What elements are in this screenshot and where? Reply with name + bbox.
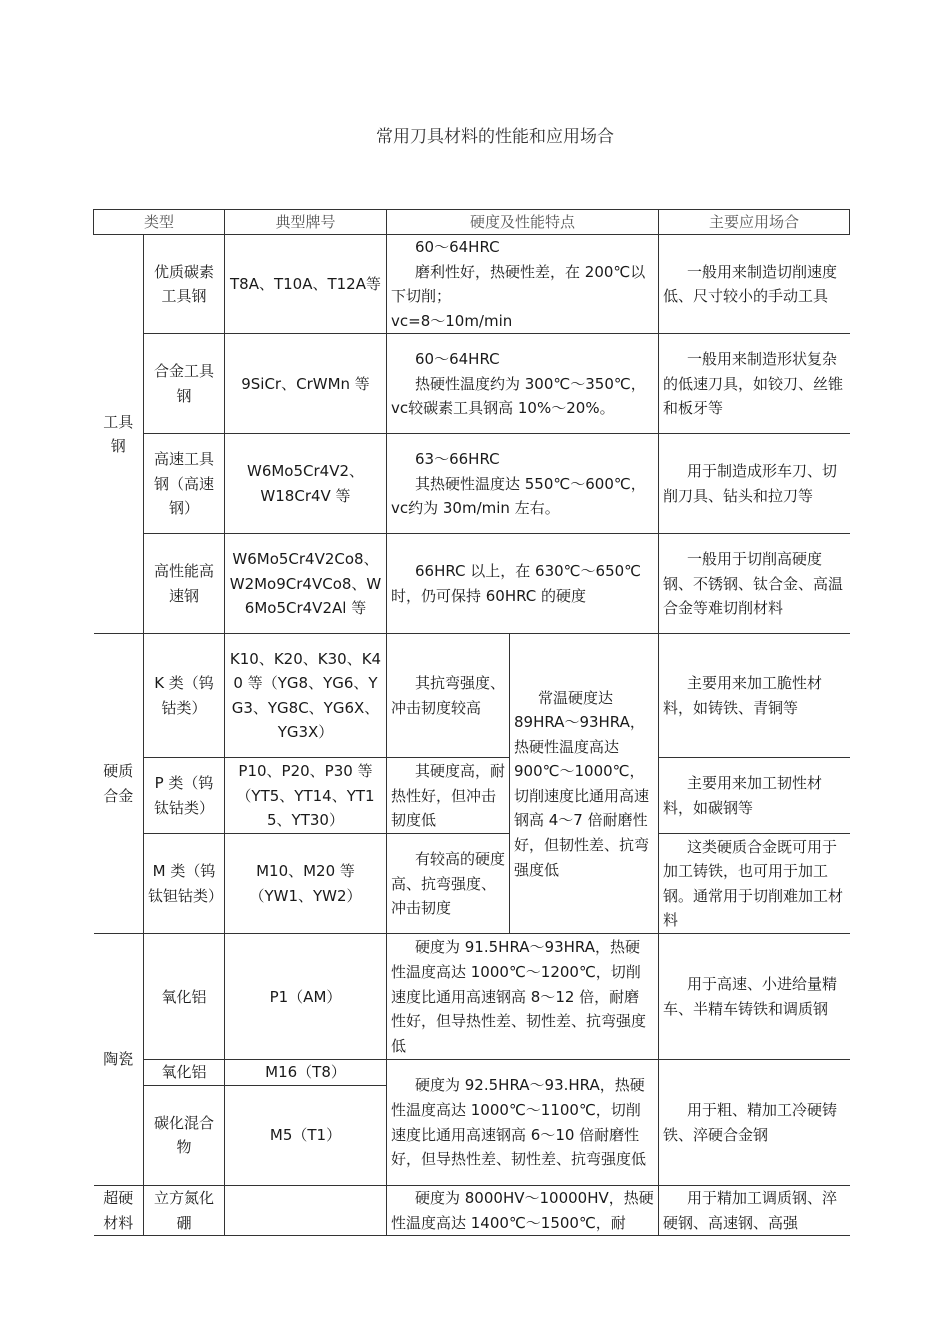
grade-cell: P1（AM） — [225, 934, 387, 1060]
table-row — [94, 235, 850, 334]
subtype-cell: P 类（钨钛钴类） — [144, 758, 225, 834]
subtype-cell: M 类（钨钛钽钴类） — [144, 834, 225, 934]
subtype-cell: 高速工具钢（高速钢） — [144, 434, 225, 534]
performance-cell: 其抗弯强度、冲击韧度较高 — [387, 634, 510, 758]
grade-cell: M10、M20 等（YW1、YW2） — [225, 834, 387, 934]
subtype-cell: 氧化铝 — [144, 1060, 225, 1086]
grade-cell: P10、P20、P30 等（YT5、YT14、YT15、YT30） — [225, 758, 387, 834]
group-label: 超硬材料 — [94, 1185, 144, 1235]
table-row — [94, 434, 850, 534]
subtype-cell: 优质碳素工具钢 — [144, 235, 225, 334]
table-row — [94, 634, 850, 758]
application-cell: 用于高速、小进给量精车、半精车铸铁和调质钢 — [659, 934, 850, 1060]
subtype-cell: 合金工具钢 — [144, 334, 225, 434]
application-cell: 这类硬质合金既可用于加工铸铁，也可用于加工钢。通常用于切削难加工材料 — [659, 834, 850, 934]
performance-cell: 63～66HRC 其热硬性温度达 550℃～600℃， vc约为 30m/min 左右。 — [387, 434, 659, 534]
grade-cell: W6Mo5Cr4V2Co8、W2Mo9Cr4VCo8、W6Mo5Cr4V2Al 等 — [225, 534, 387, 634]
grade-cell — [225, 1185, 387, 1235]
materials-table — [93, 209, 850, 1236]
performance-cell: 60～64HRC 热硬性温度约为 300℃～350℃， vc较碳素工具钢高 10%～20%。 — [387, 334, 659, 434]
group-label: 工具钢 — [94, 235, 144, 634]
subtype-cell: 氧化铝 — [144, 934, 225, 1060]
table-row — [94, 758, 850, 834]
application-cell: 用于制造成形车刀、切削刀具、钻头和拉刀等 — [659, 434, 850, 534]
application-cell: 一般用于切削高硬度钢、不锈钢、钛合金、高温合金等难切削材料 — [659, 534, 850, 634]
group-label: 陶瓷 — [94, 934, 144, 1186]
performance-cell: 有较高的硬度高、抗弯强度、冲击韧度 — [387, 834, 510, 934]
grade-cell: M5（T1） — [225, 1085, 387, 1185]
grade-cell: M16（T8） — [225, 1060, 387, 1086]
application-cell: 用于精加工调质钢、淬硬钢、高速钢、高强 — [659, 1185, 850, 1235]
header-performance: 硬度及性能特点 — [387, 210, 659, 235]
performance-cell: 硬度为 8000HV～10000HV，热硬性温度高达 1400℃～1500℃，耐 — [387, 1185, 659, 1235]
page-title: 常用刀具材料的性能和应用场合 — [376, 127, 614, 147]
performance-cell: 硬度为 91.5HRA～93HRA，热硬性温度高达 1000℃～1200℃，切削速度比通用高速钢高 8～12 倍，耐磨性好，但导热性差、韧性差、抗弯强度低 — [387, 934, 659, 1060]
header-type: 类型 — [94, 210, 225, 235]
application-cell: 用于粗、精加工冷硬铸铁、淬硬合金钢 — [659, 1060, 850, 1186]
performance-cell: 60～64HRC 磨利性好，热硬性差，在 200℃以下切削； vc=8～10m/min — [387, 235, 659, 334]
application-cell: 主要用来加工脆性材料，如铸铁、青铜等 — [659, 634, 850, 758]
common-performance-cell: 常温硬度达 89HRA～93HRA，热硬性温度高达 900℃～1000℃，切削速度比通用高速钢高 4～7 倍耐磨性好，但韧性差、抗弯强度低 — [510, 634, 659, 934]
grade-cell: T8A、T10A、T12A等 — [225, 235, 387, 334]
header-grade: 典型牌号 — [225, 210, 387, 235]
application-cell: 主要用来加工韧性材料，如碳钢等 — [659, 758, 850, 834]
grade-cell: W6Mo5Cr4V2、W18Cr4V 等 — [225, 434, 387, 534]
subtype-cell: 碳化混合物 — [144, 1085, 225, 1185]
subtype-cell: K 类（钨钴类） — [144, 634, 225, 758]
application-cell: 一般用来制造切削速度低、尺寸较小的手动工具 — [659, 235, 850, 334]
header-row — [94, 210, 850, 235]
subtype-cell: 立方氮化硼 — [144, 1185, 225, 1235]
performance-cell: 硬度为 92.5HRA～93.HRA，热硬性温度高达 1000℃～1100℃，切削速度比通用高速钢高 6～10 倍耐磨性好，但导热性差、韧性差、抗弯强度低 — [387, 1060, 659, 1186]
header-application: 主要应用场合 — [659, 210, 850, 235]
grade-cell: 9SiCr、CrWMn 等 — [225, 334, 387, 434]
performance-cell: 其硬度高，耐热性好，但冲击韧度低 — [387, 758, 510, 834]
table-row — [94, 1060, 850, 1086]
table-row — [94, 934, 850, 1060]
grade-cell: K10、K20、K30、K40 等（YG8、YG6、YG3、YG8C、YG6X、YG3X） — [225, 634, 387, 758]
table-row — [94, 1185, 850, 1235]
table-row — [94, 334, 850, 434]
group-label: 硬质合金 — [94, 634, 144, 934]
subtype-cell: 高性能高速钢 — [144, 534, 225, 634]
table-row — [94, 534, 850, 634]
application-cell: 一般用来制造形状复杂的低速刀具，如铰刀、丝锥和板牙等 — [659, 334, 850, 434]
performance-cell: 66HRC 以上，在 630℃～650℃时，仍可保持 60HRC 的硬度 — [387, 534, 659, 634]
table-row — [94, 834, 850, 934]
